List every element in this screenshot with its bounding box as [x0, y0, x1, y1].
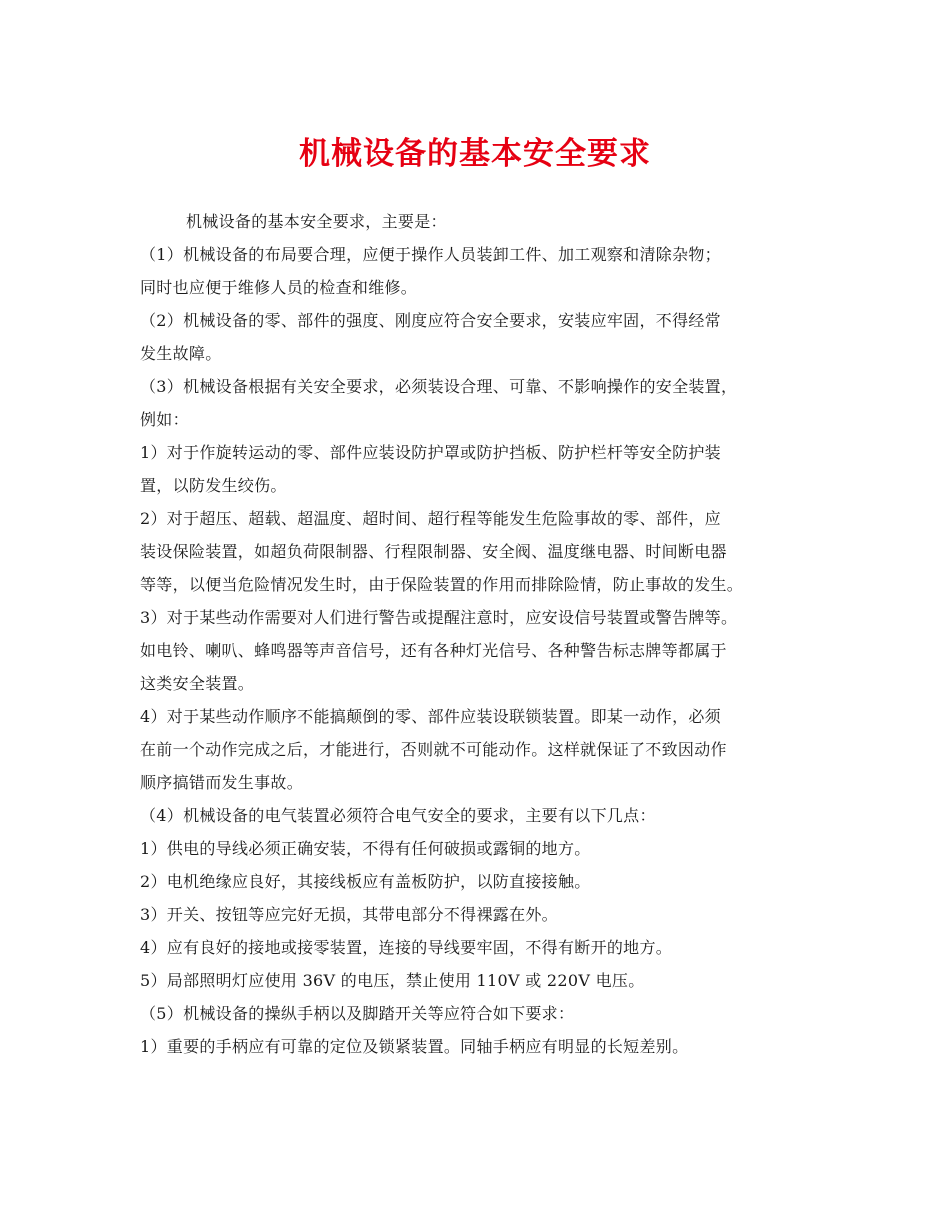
- paragraph-line: 这类安全装置。: [140, 674, 255, 693]
- paragraph-line: 4）对于某些动作顺序不能搞颠倒的零、部件应装设联锁装置。即某一动作，必须: [140, 707, 721, 726]
- paragraph-line: 机械设备的基本安全要求，主要是：: [186, 212, 447, 231]
- paragraph-line: （4）机械设备的电气装置必须符合电气安全的要求，主要有以下几点：: [140, 806, 656, 825]
- paragraph-line: （2）机械设备的零、部件的强度、刚度应符合安全要求，安装应牢固，不得经常: [140, 311, 721, 330]
- paragraph-line: （3）机械设备根据有关安全要求，必须装设合理、可靠、不影响操作的安全装置，: [140, 377, 738, 396]
- paragraph-line: 例如：: [140, 410, 189, 429]
- paragraph-line: 4）应有良好的接地或接零装置，连接的导线要牢固，不得有断开的地方。: [140, 938, 673, 957]
- paragraph-line: 发生故障。: [140, 344, 222, 363]
- paragraph-line: 同时也应便于维修人员的检查和维修。: [140, 278, 418, 297]
- paragraph-line: （1）机械设备的布局要合理，应便于操作人员装卸工件、加工观察和清除杂物；: [140, 245, 721, 264]
- paragraph-line: 如电铃、喇叭、蜂鸣器等声音信号，还有各种灯光信号、各种警告标志牌等都属于: [140, 641, 727, 660]
- document-body: [140, 205, 830, 1063]
- paragraph-line: （5）机械设备的操纵手柄以及脚踏开关等应符合如下要求：: [140, 1004, 575, 1023]
- paragraph-line: 等等，以便当危险情况发生时，由于保险装置的作用而排除险情，防止事故的发生。: [140, 575, 744, 594]
- paragraph-line: 5）局部照明灯应使用 36V 的电压，禁止使用 110V 或 220V 电压。: [140, 971, 645, 990]
- document-title: 机械设备的基本安全要求: [299, 136, 651, 172]
- paragraph-line: 在前一个动作完成之后，才能进行，否则就不可能动作。这样就保证了不致因动作: [140, 740, 727, 759]
- paragraph-line: 2）电机绝缘应良好，其接线板应有盖板防护，以防直接接触。: [140, 872, 591, 891]
- paragraph-line: 顺序搞错而发生事故。: [140, 773, 304, 792]
- paragraph-line: 置，以防发生绞伤。: [140, 476, 287, 495]
- paragraph-line: 1）重要的手柄应有可靠的定位及锁紧装置。同轴手柄应有明显的长短差别。: [140, 1037, 689, 1056]
- paragraph-line: 1）对于作旋转运动的零、部件应装设防护罩或防护挡板、防护栏杆等安全防护装: [140, 443, 721, 462]
- paragraph-line: 装设保险装置，如超负荷限制器、行程限制器、安全阀、温度继电器、时间断电器: [140, 542, 727, 561]
- paragraph-line: 3）开关、按钮等应完好无损，其带电部分不得裸露在外。: [140, 905, 558, 924]
- paragraph-line: 1）供电的导线必须正确安装，不得有任何破损或露铜的地方。: [140, 839, 591, 858]
- paragraph-line: 2）对于超压、超载、超温度、超时间、超行程等能发生危险事故的零、部件，应: [140, 509, 721, 528]
- paragraph-line: 3）对于某些动作需要对人们进行警告或提醒注意时，应安设信号装置或警告牌等。: [140, 608, 738, 627]
